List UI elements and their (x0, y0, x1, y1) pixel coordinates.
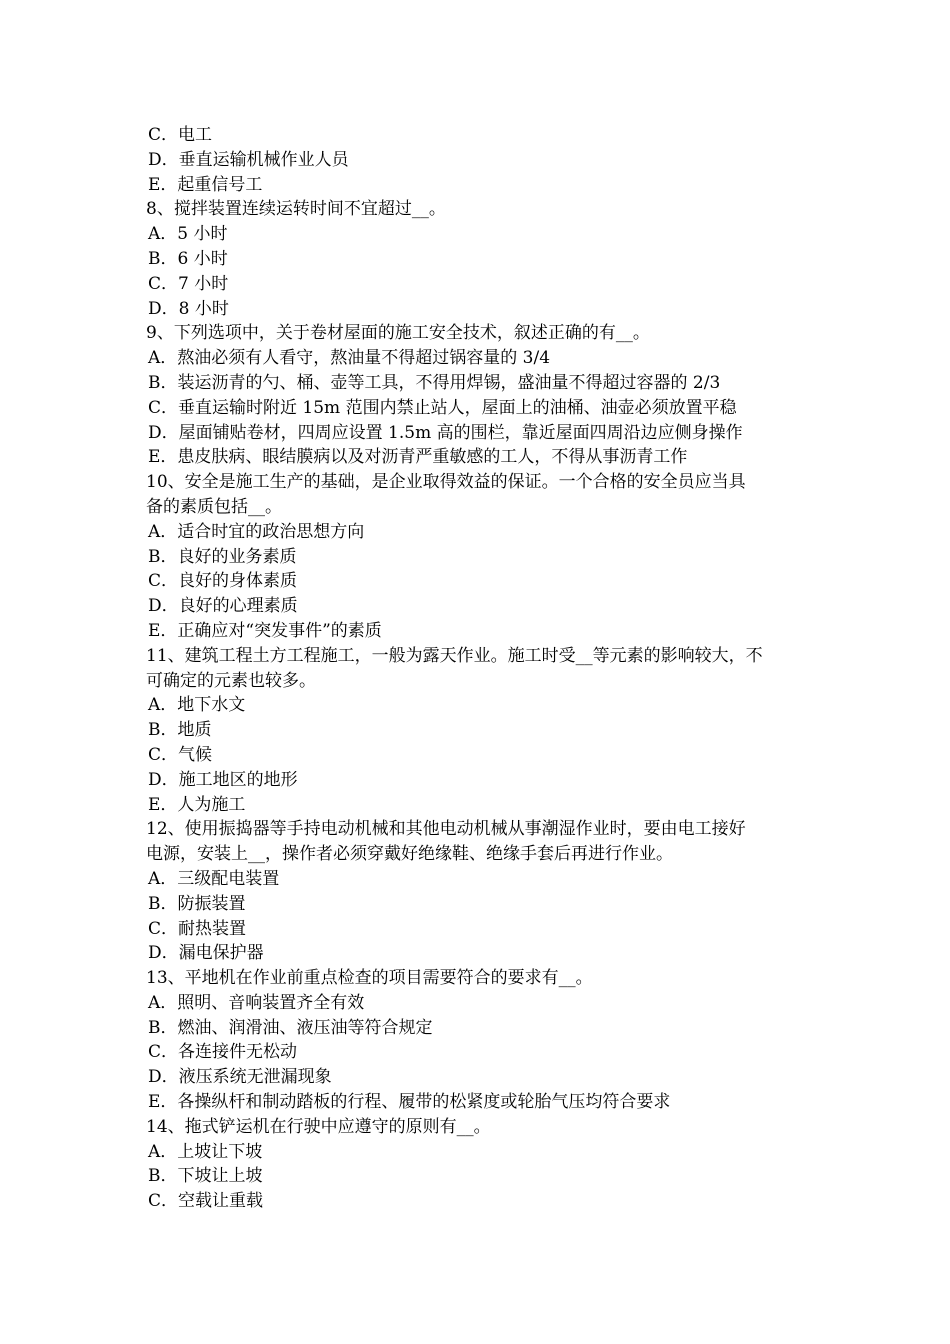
question-text: 9、下列选项中，关于卷材屋面的施工安全技术，叙述正确的有__。 (146, 323, 650, 344)
answer-option: B．地质 (148, 720, 212, 741)
answer-option: A．5 小时 (148, 224, 228, 245)
answer-option: B．下坡让上坡 (148, 1166, 263, 1187)
question-text: 14、拖式铲运机在行驶中应遵守的原则有__。 (146, 1116, 491, 1137)
answer-option: C．电工 (148, 125, 213, 145)
question-text: 可确定的元素也较多。 (146, 670, 316, 691)
answer-option: C．良好的身体素质 (148, 571, 298, 592)
answer-option: E．各操纵杆和制动踏板的行程、履带的松紧度或轮胎气压均符合要求 (148, 1092, 671, 1113)
answer-option: C．7 小时 (148, 273, 229, 294)
question-text: 12、使用振捣器等手持电动机械和其他电动机械从事潮湿作业时，要由电工接好 (146, 819, 746, 840)
answer-option: E．患皮肤病、眼结膜病以及对沥青严重敏感的工人，不得从事沥青工作 (148, 447, 688, 468)
answer-option: E．起重信号工 (148, 174, 263, 195)
answer-option: B．燃油、润滑油、液压油等符合规定 (148, 1017, 433, 1038)
answer-option: A．照明、音响装置齐全有效 (148, 992, 365, 1013)
answer-option: A．上坡让下坡 (148, 1141, 263, 1162)
answer-option: A．适合时宜的政治思想方向 (148, 521, 365, 542)
question-text: 电源，安装上__，操作者必须穿戴好绝缘鞋、绝缘手套后再进行作业。 (146, 844, 673, 865)
question-text: 11、建筑工程土方工程施工，一般为露天作业。施工时受__等元素的影响较大，不 (146, 645, 763, 666)
answer-option: D．漏电保护器 (148, 943, 264, 964)
answer-option: D．良好的心理素质 (148, 596, 298, 617)
answer-option: B．防振装置 (148, 893, 246, 914)
question-text: 备的素质包括__。 (146, 496, 282, 517)
answer-option: D．屋面铺贴卷材，四周应设置 1.5m 高的围栏，靠近屋面四周沿边应侧身操作 (148, 422, 743, 443)
answer-option: D．施工地区的地形 (148, 769, 298, 790)
answer-option: C．耐热装置 (148, 918, 247, 939)
answer-option: A．熬油必须有人看守，熬油量不得超过锅容量的 3/4 (148, 348, 551, 369)
answer-option: B．装运沥青的勺、桶、壶等工具，不得用焊锡，盛油量不得超过容器的 2/3 (148, 372, 721, 393)
answer-option: C．空载让重载 (148, 1191, 264, 1212)
answer-option: C．垂直运输时附近 15m 范围内禁止站人，屋面上的油桶、油壶必须放置平稳 (148, 397, 737, 418)
answer-option: D．液压系统无泄漏现象 (148, 1067, 332, 1088)
question-text: 10、安全是施工生产的基础，是企业取得效益的保证。一个合格的安全员应当具 (146, 472, 746, 493)
answer-option: A．三级配电装置 (148, 868, 280, 889)
answer-option: B．6 小时 (148, 248, 228, 269)
answer-option: D．8 小时 (148, 298, 229, 319)
answer-option: C．各连接件无松动 (148, 1042, 298, 1063)
question-text: 13、平地机在作业前重点检查的项目需要符合的要求有__。 (146, 968, 593, 989)
answer-option: E．人为施工 (148, 794, 246, 815)
document-body (146, 123, 806, 1214)
answer-option: D．垂直运输机械作业人员 (148, 149, 349, 170)
answer-option: C．气候 (148, 744, 213, 765)
answer-option: A．地下水文 (148, 695, 246, 716)
answer-option: E．正确应对“突发事件”的素质 (148, 620, 382, 641)
question-text: 8、搅拌装置连续运转时间不宜超过__。 (146, 199, 446, 220)
answer-option: B．良好的业务素质 (148, 546, 297, 567)
